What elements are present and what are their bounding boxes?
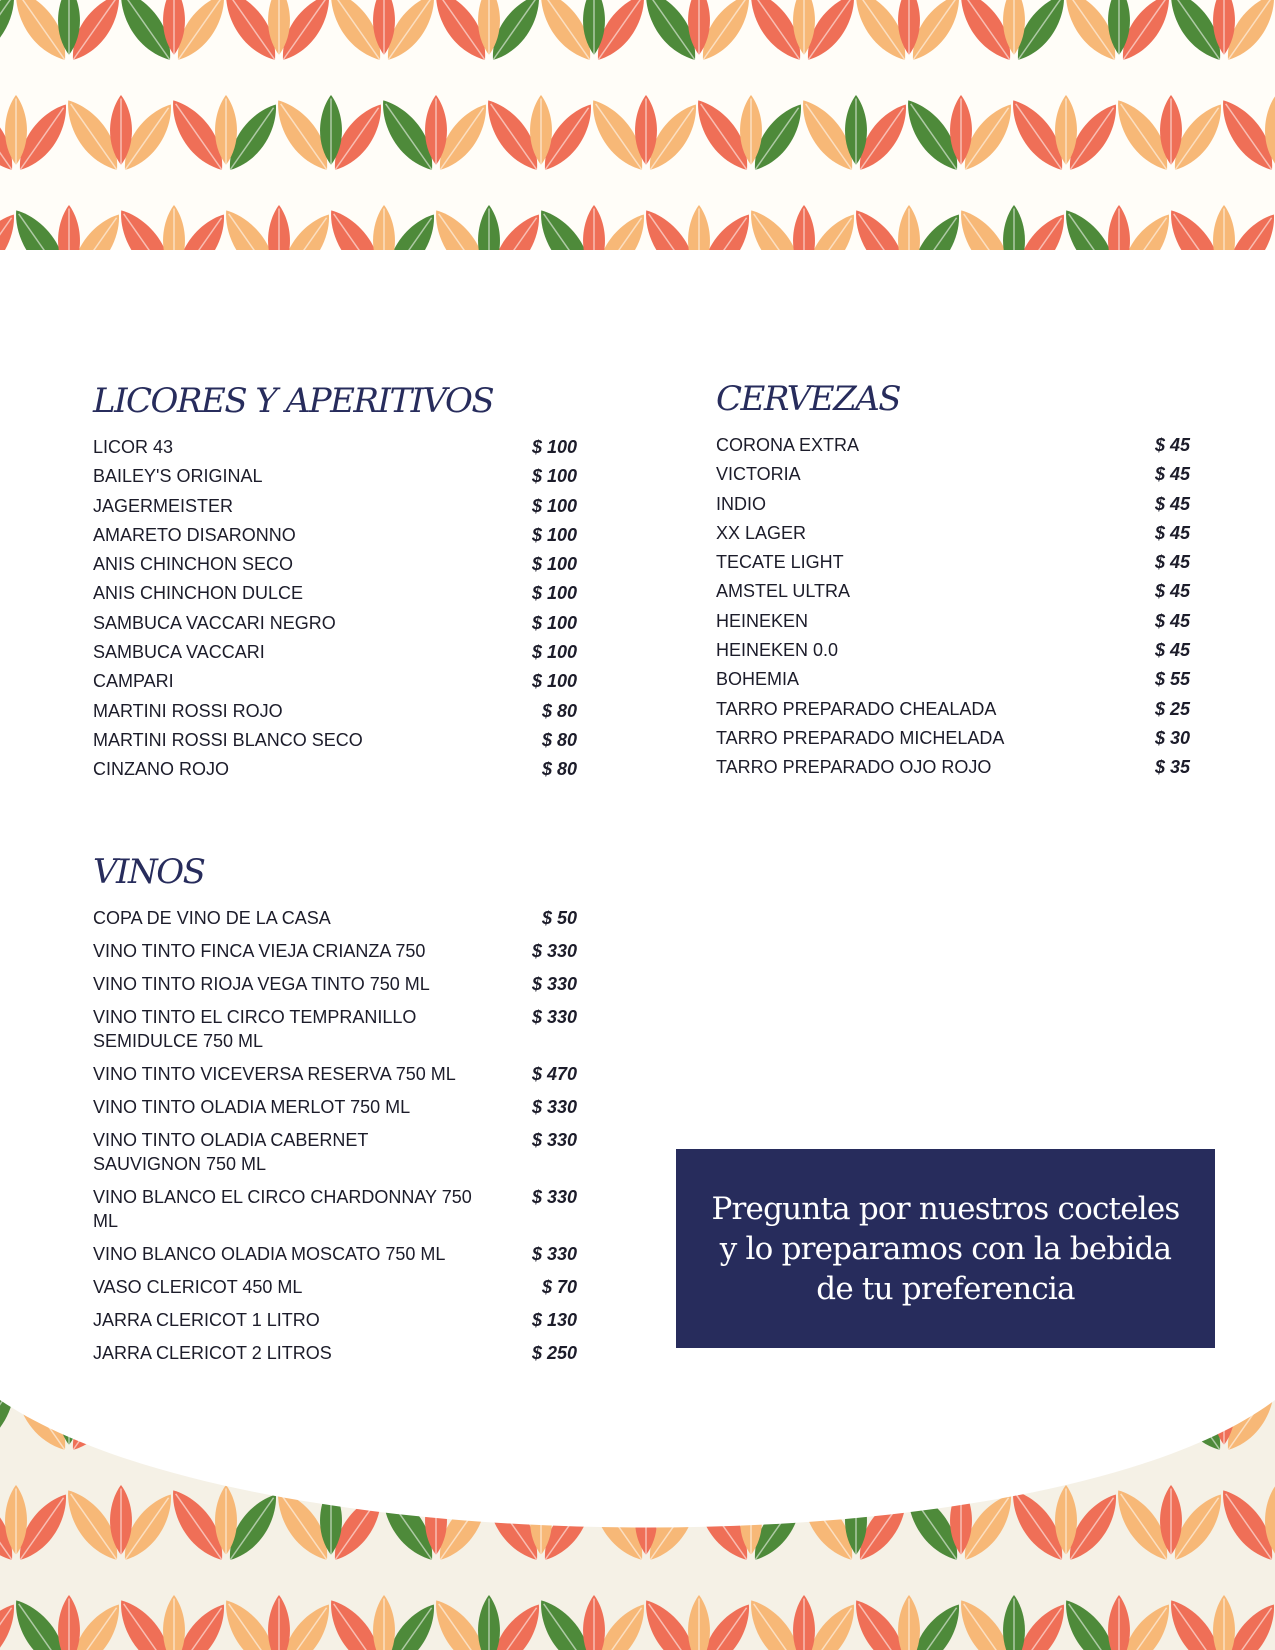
menu-item-price: $ 330	[531, 1007, 577, 1027]
menu-item-name: HEINEKEN	[716, 610, 809, 631]
menu-item-name: CAMPARI	[93, 671, 174, 692]
menu-item	[716, 755, 1190, 784]
menu-item-price: $ 100	[531, 554, 577, 575]
menu-item-price: $ 100	[531, 437, 577, 457]
menu-item	[93, 435, 577, 464]
menu-item-price: $ 45	[1154, 493, 1190, 514]
menu-item-price: $ 45	[1154, 581, 1190, 602]
menu-item	[93, 581, 577, 610]
menu-item-name: XX LAGER	[716, 522, 807, 543]
menu-item	[716, 492, 1190, 521]
menu-item-name: VINO BLANCO OLADIA MOSCATO 750 ML	[93, 1244, 446, 1264]
menu-item-name: VINO TINTO RIOJA VEGA TINTO 750 ML	[93, 974, 430, 994]
menu-item-price: $ 100	[531, 583, 577, 604]
menu-item-price: $ 45	[1154, 552, 1190, 573]
menu-item-name: BAILEY'S ORIGINAL	[93, 466, 263, 487]
bottom-curve-divider	[0, 1390, 1275, 1580]
menu-item-price: $ 130	[531, 1310, 577, 1330]
menu-item-price: $ 100	[531, 612, 577, 633]
menu-item-name: JAGERMEISTER	[93, 495, 234, 516]
menu-item-price: $ 80	[541, 700, 577, 721]
menu-item-name: BOHEMIA	[716, 669, 800, 690]
menu-item-name: JARRA CLERICOT 2 LITROS	[93, 1343, 332, 1363]
menu-item-name: INDIO	[716, 493, 767, 514]
menu-item	[93, 1242, 577, 1275]
menu-item-name: CORONA EXTRA	[716, 435, 860, 455]
section-vinos	[93, 852, 577, 1374]
menu-item-name: JARRA CLERICOT 1 LITRO	[93, 1310, 320, 1330]
menu-item-name: VINO TINTO VICEVERSA RESERVA 750 ML	[93, 1064, 456, 1084]
vinos-list	[93, 906, 577, 1374]
menu-item-name: TARRO PREPARADO CHEALADA	[716, 698, 997, 719]
menu-item	[716, 609, 1190, 638]
menu-item	[93, 464, 577, 493]
menu-item-price: $ 100	[531, 524, 577, 545]
menu-item	[93, 1095, 577, 1128]
promo-line: y lo preparamos con la bebida	[719, 1230, 1172, 1267]
menu-item	[93, 552, 577, 581]
section-title-cervezas: CERVEZAS	[716, 379, 901, 419]
menu-item	[93, 640, 577, 669]
menu-item-name: VINO TINTO OLADIA CABERNET SAUVIGNON 750 ML	[93, 1130, 369, 1174]
menu-item	[93, 1005, 577, 1062]
menu-item-price: $ 45	[1154, 640, 1190, 661]
menu-item	[93, 939, 577, 972]
menu-item-name: CINZANO ROJO	[93, 759, 230, 780]
menu-item	[93, 523, 577, 552]
menu-item	[716, 667, 1190, 696]
menu-item	[93, 757, 577, 786]
section-cervezas	[716, 379, 1190, 785]
menu-item-price: $ 80	[541, 759, 577, 780]
menu-item-name: VINO TINTO EL CIRCO TEMPRANILLO SEMIDULCE 750 ML	[93, 1007, 417, 1051]
leaf-pattern-graphic	[0, 0, 1275, 250]
menu-item-price: $ 100	[531, 466, 577, 487]
menu-item-name: VASO CLERICOT 450 ML	[93, 1277, 303, 1297]
menu-item-price: $ 35	[1154, 757, 1190, 778]
menu-item-price: $ 330	[531, 941, 577, 961]
menu-item-price: $ 45	[1154, 435, 1190, 455]
menu-item-name: MARTINI ROSSI ROJO	[93, 700, 283, 721]
menu-item-price: $ 100	[531, 642, 577, 663]
menu-item-name: VICTORIA	[716, 464, 801, 485]
menu-item-price: $ 45	[1154, 522, 1190, 543]
section-title-licores: LICORES Y APERITIVOS	[93, 381, 494, 421]
menu-item	[716, 697, 1190, 726]
section-licores	[93, 381, 577, 787]
menu-item-price: $ 45	[1154, 464, 1190, 485]
menu-item	[93, 611, 577, 640]
menu-item-price: $ 25	[1154, 698, 1190, 719]
menu-item	[93, 1275, 577, 1308]
menu-item-price: $ 470	[531, 1064, 577, 1084]
menu-item	[716, 462, 1190, 491]
menu-item	[93, 1308, 577, 1341]
section-title-vinos: VINOS	[93, 852, 205, 892]
menu-item-name: VINO TINTO FINCA VIEJA CRIANZA 750	[93, 941, 426, 961]
promo-line: de tu preferencia	[816, 1270, 1075, 1307]
menu-item	[93, 906, 577, 939]
menu-item	[716, 638, 1190, 667]
menu-item-name: TARRO PREPARADO OJO ROJO	[716, 757, 992, 778]
menu-item	[93, 1128, 577, 1185]
menu-item-price: $ 100	[531, 671, 577, 692]
menu-item-price: $ 330	[531, 1187, 577, 1207]
menu-item	[716, 579, 1190, 608]
menu-item-price: $ 55	[1154, 669, 1190, 690]
menu-item-name: MARTINI ROSSI BLANCO SECO	[93, 729, 363, 750]
menu-item-name: COPA DE VINO DE LA CASA	[93, 908, 331, 928]
menu-item-price: $ 330	[531, 974, 577, 994]
menu-item-name: ANIS CHINCHON DULCE	[93, 583, 304, 604]
cervezas-list	[716, 433, 1190, 785]
licores-list	[93, 435, 577, 787]
menu-item-name: VINO BLANCO EL CIRCO CHARDONNAY 750 ML	[93, 1187, 472, 1231]
cocktail-promo-box	[676, 1149, 1215, 1348]
menu-item	[716, 433, 1190, 462]
menu-item	[93, 728, 577, 757]
menu-item-price: $ 70	[541, 1277, 577, 1297]
menu-item-price: $ 100	[531, 495, 577, 516]
menu-item	[93, 494, 577, 523]
menu-item-price: $ 330	[531, 1097, 577, 1117]
menu-item	[93, 1062, 577, 1095]
menu-item-name: ANIS CHINCHON SECO	[93, 554, 294, 575]
promo-line: Pregunta por nuestros cocteles	[711, 1190, 1180, 1227]
menu-item-price: $ 330	[531, 1130, 577, 1150]
menu-item-price: $ 50	[541, 908, 577, 928]
menu-item-name: SAMBUCA VACCARI	[93, 642, 265, 663]
menu-item-name: LICOR 43	[93, 437, 174, 457]
menu-item-price: $ 30	[1154, 727, 1190, 748]
menu-item-name: VINO TINTO OLADIA MERLOT 750 ML	[93, 1097, 411, 1117]
menu-item-price: $ 250	[531, 1343, 577, 1363]
menu-item-name: AMARETO DISARONNO	[93, 524, 296, 545]
top-leaf-banner	[0, 0, 1275, 250]
menu-item	[93, 1341, 577, 1374]
menu-item-name: TECATE LIGHT	[716, 552, 844, 573]
menu-item	[716, 550, 1190, 579]
menu-item	[93, 699, 577, 728]
menu-item-price: $ 330	[531, 1244, 577, 1264]
menu-item-name: TARRO PREPARADO MICHELADA	[716, 727, 1005, 748]
menu-item-name: AMSTEL ULTRA	[716, 581, 851, 602]
menu-item-price: $ 80	[541, 729, 577, 750]
menu-item	[93, 669, 577, 698]
menu-item-name: HEINEKEN 0.0	[716, 640, 839, 661]
menu-item-name: SAMBUCA VACCARI NEGRO	[93, 612, 336, 633]
menu-item	[93, 972, 577, 1005]
menu-item	[716, 521, 1190, 550]
menu-item	[716, 726, 1190, 755]
menu-item	[93, 1185, 577, 1242]
menu-item-price: $ 45	[1154, 610, 1190, 631]
